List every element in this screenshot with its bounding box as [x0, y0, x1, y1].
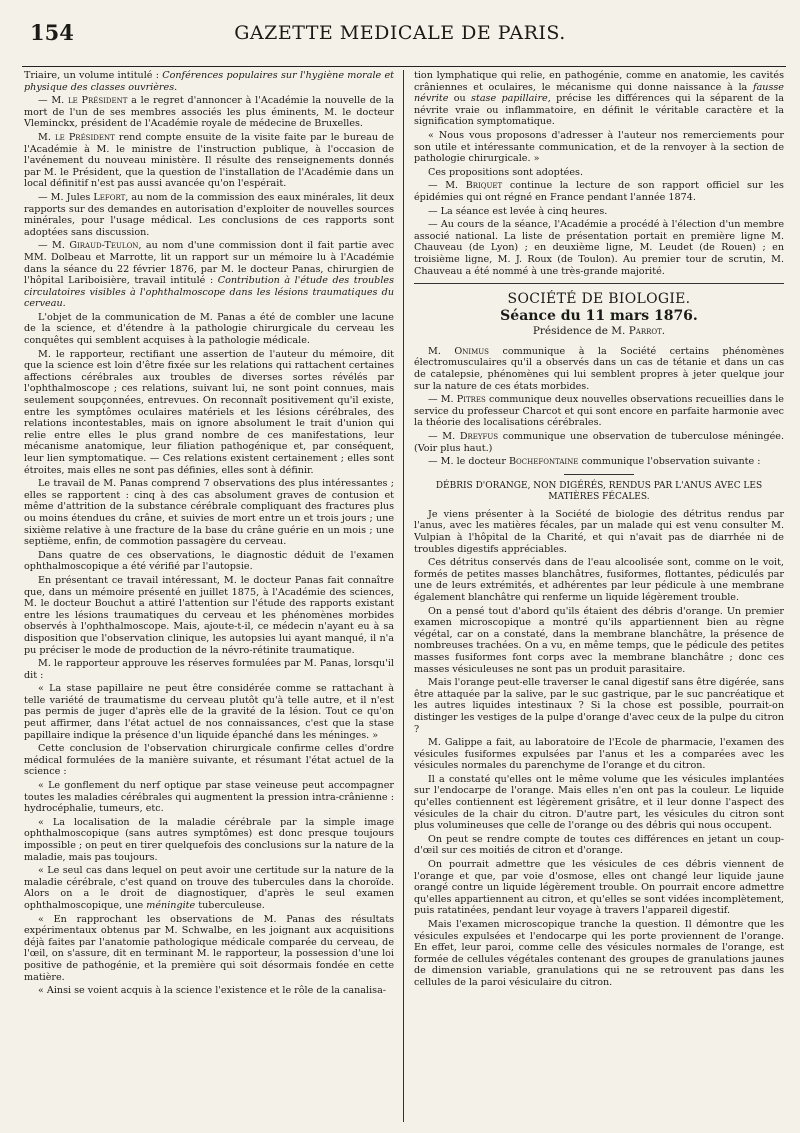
- article-subheading: DÉBRIS D'ORANGE, NON DIGÉRÉS, RENDUS PAR L'ANUS AVEC LES MATIÈRES FÉCALES.: [435, 480, 763, 502]
- paragraph: — M. Dreyfus communique une observation de tuberculose méningée. (Voir plus haut.): [414, 431, 784, 454]
- paragraph: Mais l'examen microscopique tranche la question. Il démontre que les vésicules expulsées et l'endocarpe qui les porte proviennent de l'orange. En effet, leur paroi, comme celle des vésicules normales de l'orange, est formée de cellules végétales contenant des groupes de granulations jaunes de dimension variable, granulations qui ne se retrouvent pas dans les cellules de la paroi vésiculaire du citron.: [414, 919, 784, 988]
- paragraph: Il a constaté qu'elles ont le même volume que les vésicules implantées sur l'endocarpe de l'orange. Mais elles n'en ont pas la couleur. Le liquide qu'elles contiennent est légèrement grisâtre, et il leur donne l'aspect des vésicules de la chair du citron. D'autre part, les vésicules du citron sont plus volumineuses que celle de l'orange ou des débris qui nous occupent.: [414, 773, 784, 832]
- paragraph: M. le rapporteur approuve les réserves formulées par M. Panas, lorsqu'il dit :: [24, 658, 394, 681]
- page-number: 154: [30, 20, 74, 45]
- paragraph: « En rapprochant les observations de M. Panas des résultats expérimentaux obtenus par M. Schwalbe, en les joignant aux acquisitions déjà faites par l'anatomie pathologique médicale comparée du cerveau, de l'œil, on s'assure, dit en terminant M. le rapporteur, la possession d'une loi positive de pathogénie, et la première qui soit désormais fondée en cette matière.: [24, 913, 394, 983]
- society-title: SOCIÉTÉ DE BIOLOGIE.: [507, 291, 691, 308]
- paragraph: tion lymphatique qui relie, en pathogénie, comme en anatomie, les cavités crâniennes et oculaires, le mécanisme qui donne naissance à la fausse névrite ou stase papillaire, précise les différences qui la séparent de la névrite vraie ou inflammatoire, en définit le véritable caractère et la signification symptomatique.: [414, 70, 784, 128]
- paragraph: « Le gonflement du nerf optique par stase veineuse peut accompagner toutes les maladies cérébrales qui augmentent la pression intra-crânienne : hydrocéphalie, tumeurs, etc.: [24, 780, 394, 815]
- paragraph: Triaire, un volume intitulé : Conférences populaires sur l'hygiène morale et physique des classes ouvrières.: [24, 70, 394, 93]
- paragraph: Ces propositions sont adoptées.: [428, 166, 583, 178]
- paragraph: M. le Président rend compte ensuite de la visite faite par le bureau de l'Académie à M. le ministre de l'instruction publique, à l'occasion de l'avénement du nouveau ministère. Il résulte des renseignements donnés par M. le Président, que la question de l'installation de l'Académie dans un local définitif n'est pas aussi avancée qu'on l'espérait.: [24, 131, 394, 190]
- column-divider: [403, 70, 404, 1122]
- paragraph: On pourrait admettre que les vésicules de ces débris viennent de l'orange et que, par voie d'osmose, elles ont changé leur liquide jaune orangé contre un liquide légèrement trouble. On pourrait encore admettre qu'elles appartiennent au citron, et qu'elles se sont vidées incomplètement, puis ratatinées, pendant leur voyage à travers l'appareil digestif.: [414, 859, 784, 917]
- paragraph: — M. Jules Lefort, au nom de la commission des eaux minérales, lit deux rapports sur des demandes en autorisation d'exploiter de nouvelles sources minérales, pour l'usage médical. Les conclusions de ces rapports sont adoptées sans discussion.: [24, 191, 394, 238]
- section-rule: [414, 283, 784, 284]
- presidence-line: Présidence de M. Parrot.: [532, 325, 666, 338]
- paragraph: — M. le docteur Bochefontaine communique l'observation suivante :: [428, 456, 761, 468]
- paragraph: Cette conclusion de l'observation chirurgicale confirme celles d'ordre médical formulées de la manière suivante, et résumant l'état actuel de la science :: [24, 743, 394, 778]
- paragraph: — La séance est levée à cinq heures.: [428, 205, 608, 217]
- paragraph: Mais l'orange peut-elle traverser le canal digestif sans être digérée, sans être attaquée par la salive, par le suc gastrique, par le suc pancréatique et les autres liquides intestinaux ? Si la chose est possible, pourrait-on distinger les vestiges de la pulpe d'orange d'avec ceux de la pulpe du citron ?: [414, 677, 784, 735]
- paragraph: L'objet de la communication de M. Panas a été de combler une lacune de la science, et d'étendre à la pathologie chirurgicale du cerveau les conquêtes qui semblent acquises à la pathologie médicale.: [24, 311, 394, 347]
- left-column: [24, 70, 394, 1122]
- paragraph: M. Galippe a fait, au laboratoire de l'Ecole de pharmacie, l'examen des vésicules fusiformes expulsées par l'anus et les a comparées avec les vésicules normales du parenchyme de l'orange et du citron.: [414, 737, 784, 772]
- paragraph: — M. Giraud-Teulon, au nom d'une commission dont il fait partie avec MM. Dolbeau et Marrotte, lit un rapport sur un mémoire lu à l'Académie dans la séance du 22 février 1876, par M. le docteur Panas, chirurgien de l'hôpital Lariboisière, travail intitulé : Contribution à l'étude des troubles circulatoires visibles à l'ophthalmoscope dans les lésions traumatiques du cerveau.: [24, 240, 394, 310]
- header-rule: [22, 66, 786, 67]
- paragraph: — M. Pitres communique deux nouvelles observations recueillies dans le service du professeur Charcot et qui sont encore en parfaite harmonie avec la théorie des localisations cérébrales.: [414, 394, 784, 429]
- paragraph: — M. le Président a le regret d'annoncer à l'Académie la nouvelle de la mort de l'un de ses membres associés les plus éminents, M. le docteur Vleminckx, président de l'Académie royale de médecine de Bruxelles.: [24, 95, 394, 130]
- paragraph: Ces détritus conservés dans de l'eau alcoolisée sont, comme on le voit, formés de petites masses blanchâtres, fusiformes, flottantes, pédiculés par une de leurs extrémités, et adhérentes par leur pédicule à une membrane également blanchâtre qui renferme un liquide légèrement trouble.: [414, 557, 784, 603]
- paragraph: — Au cours de la séance, l'Académie a procédé à l'élection d'un membre associé national. La liste de présentation portait en première ligne M. Chauveau (de Lyon) ; en deuxième ligne, M. Leudet (de Rouen) ; en troisième ligne, M. J. Roux (de Toulon). Au premier tour de scrutin, M. Chauveau a été nommé à une très-grande majorité.: [414, 219, 784, 277]
- small-rule: [564, 474, 634, 475]
- paragraph: « La localisation de la maladie cérébrale par la simple image ophthalmoscopique (sans autres symptômes) est donc presque toujours impossible ; on peut en tirer quelquefois des conclusions sur la nature de la maladie, mais pas toujours.: [24, 816, 394, 863]
- paragraph: Dans quatre de ces observations, le diagnostic déduit de l'examen ophthalmoscopique a été vérifié par l'autopsie.: [24, 549, 394, 573]
- paragraph: On peut se rendre compte de toutes ces différences en jetant un coup-d'œil sur ces moitiés de citron et d'orange.: [414, 833, 784, 857]
- paragraph: « Le seul cas dans lequel on peut avoir une certitude sur la nature de la maladie cérébrale, c'est quand on trouve des tubercules dans la choroïde. Alors on a le droit de diagnostiquer, d'après le seul examen ophthalmoscopique, une méningite tuberculeuse.: [24, 865, 394, 911]
- running-title: GAZETTE MEDICALE DE PARIS.: [234, 22, 566, 44]
- paragraph: Le travail de M. Panas comprend 7 observations des plus intéressantes ; elles se rapportent : cinq à des cas absolument graves de contusion et même d'attrition de la substance cérébrale compliquant des fractures plus ou moins étendues du crâne, et suivies de mort entre un et trois jours ; une sixième relative à une fracture de la base du crâne guérie en un mois ; une septième, enfin, de commotion passagère du cerveau.: [24, 478, 394, 548]
- paragraph: En présentant ce travail intéressant, M. le docteur Panas fait connaître que, dans un mémoire présenté en juillet 1875, à l'Académie des sciences, M. le docteur Bouchut a attiré l'attention sur l'étude des rapports existant entre les lésions traumatiques du cerveau et les phénomènes morbides observés à l'ophthalmoscope. Mais, ajoute-t-il, ce médecin n'ayant eu à sa disposition que l'observation clinique, les autopsies lui ayant manqué, il n'a pu préciser le mode de production de la névro-rétinite traumatique.: [24, 574, 394, 656]
- paragraph: « La stase papillaire ne peut être considérée comme se rattachant à telle variété de traumatisme du cerveau plutôt qu'à telle autre, et il n'est pas permis de juger d'après elle de la gravité de la lésion. Tout ce qu'on peut affirmer, dans l'état actuel de nos connaissances, c'est que la stase papillaire indique la présence d'un liquide épanché dans les méninges. »: [24, 683, 394, 741]
- paragraph: Je viens présenter à la Société de biologie des détritus rendus par l'anus, avec les matières fécales, par un malade qui est venu consulter M. Vulpian à l'hôpital de la Charité, et qui n'avait pas de diarrhée ni de troubles digestifs appréciables.: [414, 508, 784, 555]
- paragraph: « Nous vous proposons d'adresser à l'auteur nos remerciements pour son utile et intéressante communication, et de la renvoyer à la section de pathologie chirurgicale. »: [414, 129, 784, 165]
- paragraph: — M. Briquet continue la lecture de son rapport officiel sur les épidémies qui ont régné en France pendant l'année 1874.: [414, 180, 784, 203]
- session-title: Séance du 11 mars 1876.: [500, 307, 698, 324]
- right-column: [414, 70, 784, 1122]
- paragraph: « Ainsi se voient acquis à la science l'existence et le rôle de la canalisa-: [38, 985, 387, 997]
- paragraph: M. le rapporteur, rectifiant une assertion de l'auteur du mémoire, dit que la science est loin d'être fixée sur les relations qui rattachent certaines affections cérébrales aux troubles de diverses sortes révélés par l'ophthalmoscope ; ces relations, suivant lui, ne sont point connues, mais seulement soupçonnées, entrevues. On reconnaît positivement qu'il existe, entre les symptômes oculaires matériels et les lésions cérébrales, des relations incontestables, mais on ignore absolument le trait d'union qui relie entre elles le plus grand nombre de ces manifestations, leur mécanisme anatomique, leur filiation pathogénique et, par conséquent, leur lien symptomatique. — Ces relations existent certainement ; elles sont étroites, mais elles ne sont pas définies, elles sont à définir.: [24, 348, 394, 476]
- paragraph: M. Onimus communique à la Société certains phénomènes électromusculaires qu'il a observés dans un cas de tétanie et dans un cas de catalepsie, phénomènes qui lui semblent propres à jeter quelque jour sur la nature de ces états morbides.: [414, 345, 784, 392]
- paragraph: On a pensé tout d'abord qu'ils étaient des débris d'orange. Un premier examen microscopique a montré qu'ils appartiennent bien au règne végétal, car on a constaté, dans la membrane blanchâtre, la présence de nombreuses trachées. On a vu, en même temps, que le pédicule des petites masses fusiformes font corps avec la membrane blanchâtre ; donc ces masses vésiculeuses ne sont pas un produit parasitaire.: [414, 605, 784, 675]
- page-header: [0, 20, 800, 50]
